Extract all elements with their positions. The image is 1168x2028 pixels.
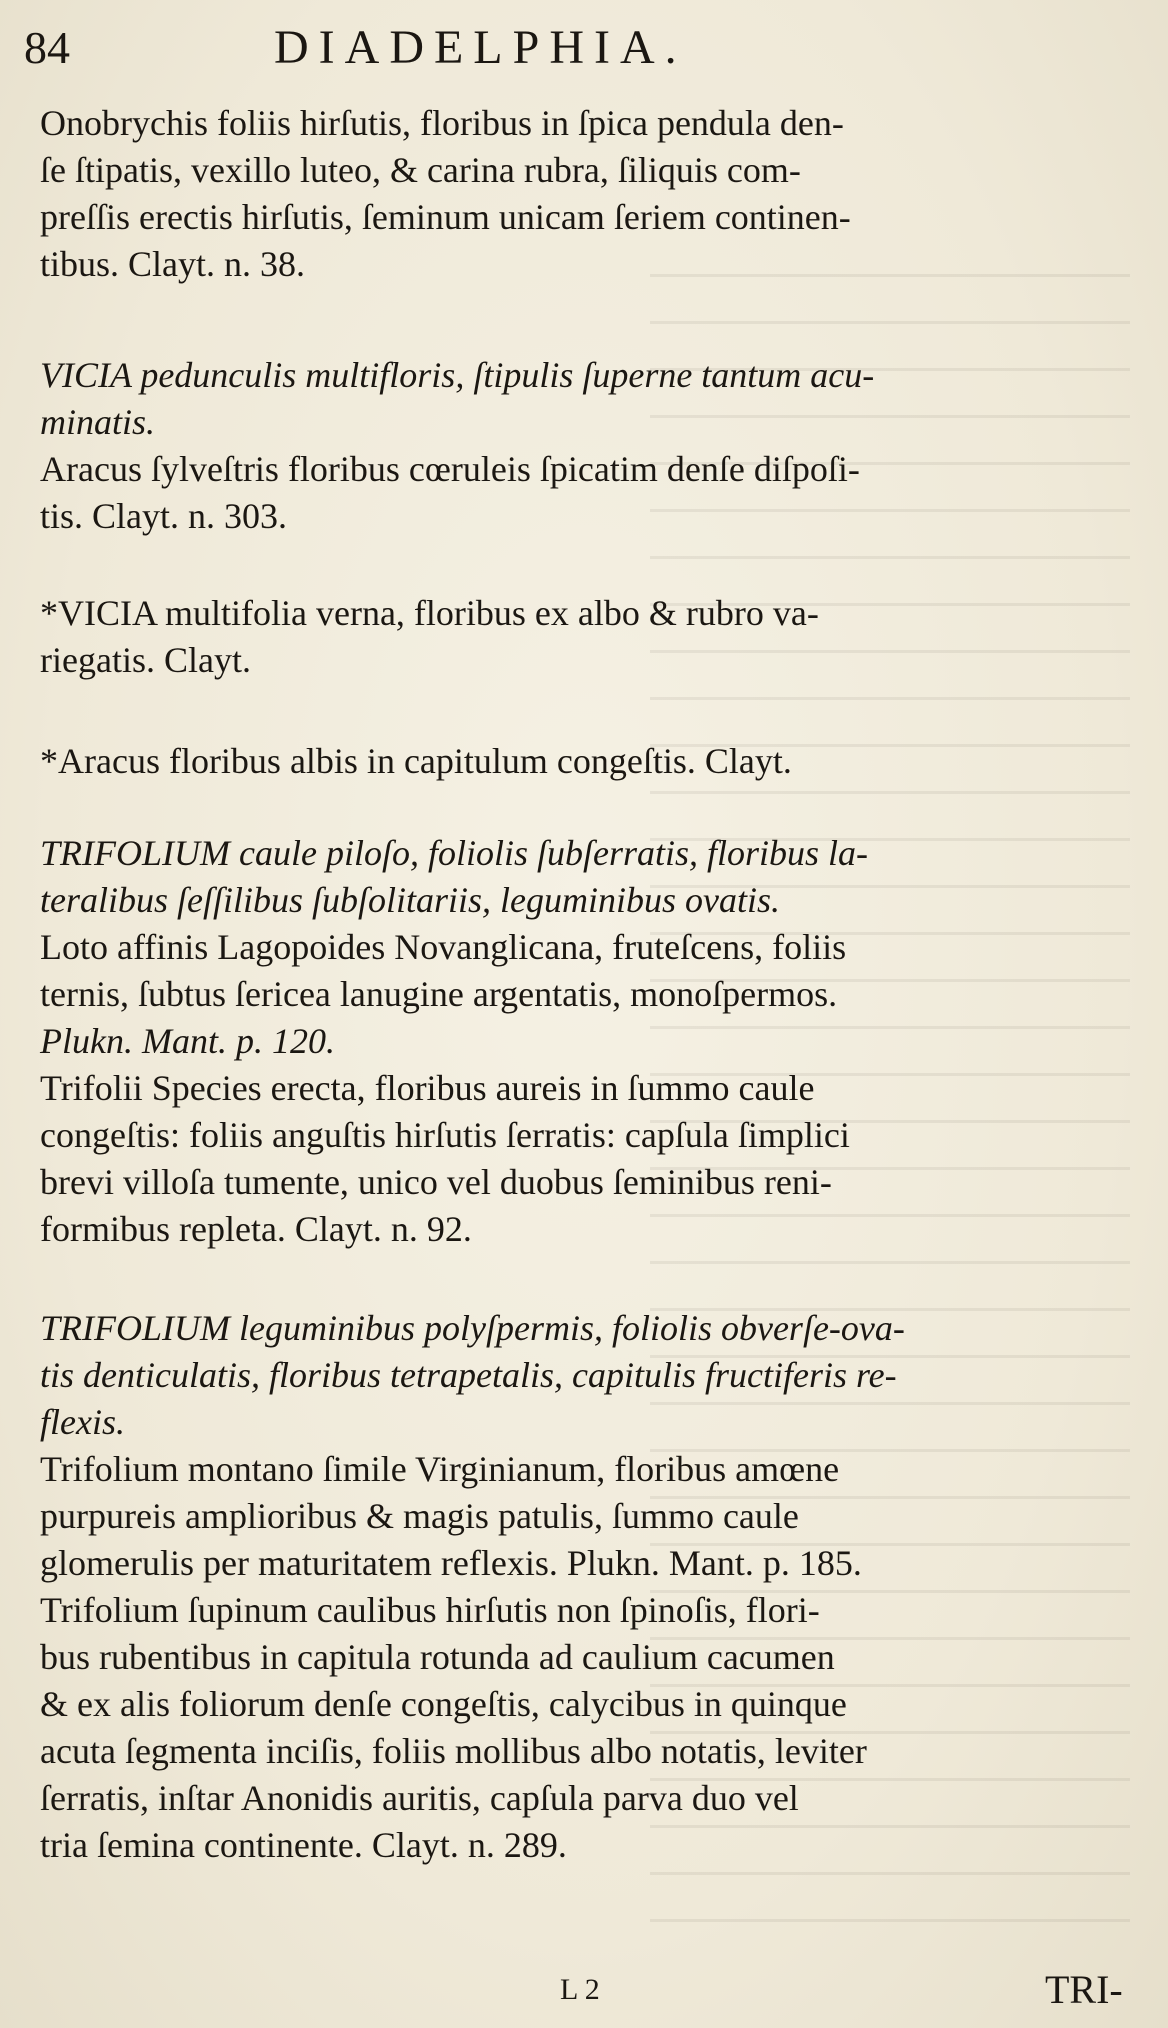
text-line: Trifolii Species erecta, floribus aureis in ſummo caule	[40, 1068, 815, 1108]
text-line: formibus repleta. Clayt. n. 92.	[40, 1209, 472, 1249]
citation-line: Plukn. Mant. p. 120.	[40, 1021, 335, 1061]
entry-trifolium-leguminibus	[40, 1305, 1140, 1869]
text-line: brevi villoſa tumente, unico vel duobus ſeminibus reni-	[40, 1162, 832, 1202]
entry-onobrychis	[40, 100, 1140, 288]
text-line: tis. Clayt. n. 303.	[40, 496, 288, 536]
entry-aracus	[40, 738, 1140, 785]
text-line: tria ſemina continente. Clayt. n. 289.	[40, 1825, 567, 1865]
text-line: riegatis. Clayt.	[40, 640, 251, 680]
entry-vicia-multifolia	[40, 590, 1140, 684]
page-header	[24, 18, 1124, 78]
text-line: bus rubentibus in capitula rotunda ad caulium cacumen	[40, 1637, 835, 1677]
text-line: preſſis erectis hirſutis, ſeminum unicam ſeriem continen-	[40, 197, 851, 237]
text-line: & ex alis foliorum denſe congeſtis, calycibus in quinque	[40, 1684, 847, 1724]
species-heading: VICIA pedunculis multifloris, ſtipulis ſuperne tantum acu-	[40, 355, 875, 395]
running-title: DIADELPHIA.	[274, 21, 687, 74]
text-line: *Aracus floribus albis in capitulum congeſtis. Clayt.	[40, 741, 792, 781]
species-heading: TRIFOLIUM caule piloſo, foliolis ſubſerratis, floribus la-	[40, 833, 868, 873]
text-line: congeſtis: foliis anguſtis hirſutis ſerratis: capſula ſimplici	[40, 1115, 850, 1155]
species-heading: tis denticulatis, floribus tetrapetalis, capitulis fructiferis re-	[40, 1355, 897, 1395]
signature-mark: L 2	[560, 1973, 600, 2006]
entry-trifolium-caule-piloso	[40, 830, 1140, 1253]
text-line: Onobrychis foliis hirſutis, floribus in ſpica pendula den-	[40, 103, 844, 143]
text-line: tibus. Clayt. n. 38.	[40, 244, 306, 284]
page-footer	[0, 1965, 1168, 2015]
text-line: ſerratis, inſtar Anonidis auritis, capſula parva duo vel	[40, 1778, 799, 1818]
species-heading: TRIFOLIUM leguminibus polyſpermis, foliolis obverſe-ova-	[40, 1308, 905, 1348]
text-line: ſe ſtipatis, vexillo luteo, & carina rubra, ſiliquis com-	[40, 150, 801, 190]
text-line: purpureis amplioribus & magis patulis, ſummo caule	[40, 1496, 799, 1536]
species-heading: teralibus ſeſſilibus ſubſolitariis, leguminibus ovatis.	[40, 880, 781, 920]
catchword: TRI-	[1045, 1967, 1123, 2012]
text-line: ternis, ſubtus ſericea lanugine argentatis, monoſpermos.	[40, 974, 838, 1014]
text-line: acuta ſegmenta inciſis, foliis mollibus albo notatis, leviter	[40, 1731, 867, 1771]
species-heading: minatis.	[40, 402, 156, 442]
species-heading: flexis.	[40, 1402, 125, 1442]
text-line: Aracus ſylveſtris floribus cœruleis ſpicatim denſe diſpoſi-	[40, 449, 860, 489]
text-line: glomerulis per maturitatem reflexis. Plukn. Mant. p. 185.	[40, 1543, 862, 1583]
text-line: Trifolium ſupinum caulibus hirſutis non ſpinoſis, flori-	[40, 1590, 820, 1630]
text-line: *VICIA multifolia verna, floribus ex albo & rubro va-	[40, 593, 819, 633]
page-number: 84	[24, 22, 70, 73]
text-line: Loto affinis Lagopoides Novanglicana, fruteſcens, foliis	[40, 927, 847, 967]
text-line: Trifolium montano ſimile Virginianum, floribus amœne	[40, 1449, 840, 1489]
entry-vicia-pedunculis	[40, 352, 1140, 540]
